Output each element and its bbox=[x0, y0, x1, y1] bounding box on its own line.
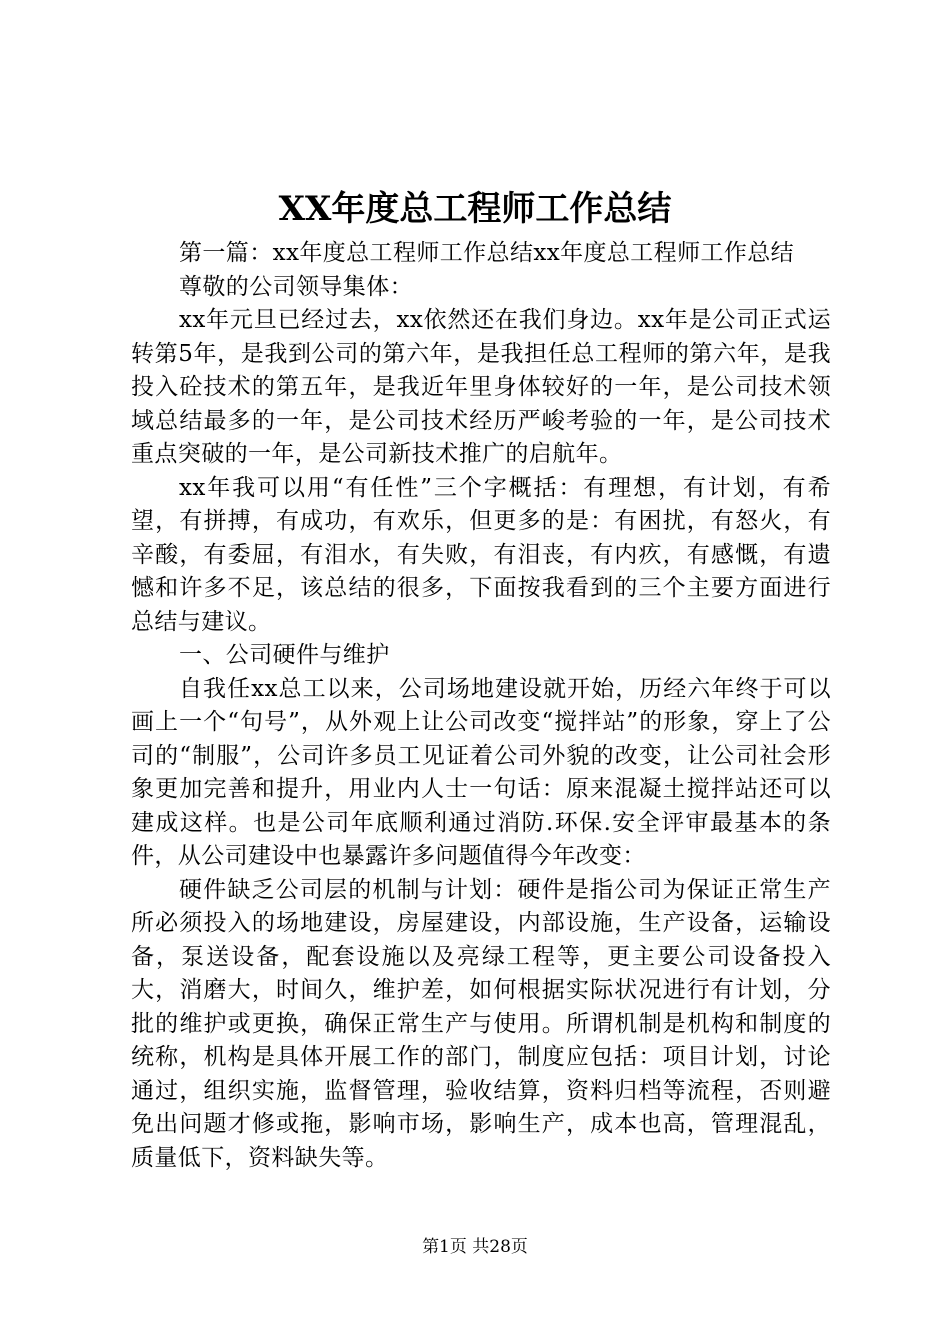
paragraph-summary: xx年我可以用“有任性”三个字概括：有理想，有计划，有希望，有拼搏，有成功，有欢乐，但更多的是：有困扰，有怒火，有辛酸，有委屈，有泪水，有失败，有泪丧，有内疚，有感慨，有遗憾和许多不足，该总结的很多，下面按我看到的三个主要方面进行总结与建议。 bbox=[131, 474, 831, 635]
paragraph-site-construction: 自我任xx总工以来，公司场地建设就开始，历经六年终于可以画上一个“句号”，从外观上让公司改变“搅拌站”的形象，穿上了公司的“制服”，公司许多员工见证着公司外貌的改变，让公司社会形象更加完善和提升，用业内人士一句话：原来混凝土搅拌站还可以建成这样。也是公司年底顺利通过消防.环保.安全评审最基本的条件，从公司建设中也暴露许多问题值得今年改变： bbox=[131, 675, 831, 869]
paragraph-hardware-mechanism: 硬件缺乏公司层的机制与计划：硬件是指公司为保证正常生产所必须投入的场地建设，房屋建设，内部设施，生产设备，运输设备，泵送设备，配套设施以及亮绿工程等，更主要公司设备投入大，消磨大，时间久，维护差，如何根据实际状况进行有计划，分批的维护或更换，确保正常生产与使用。所谓机制是机构和制度的统称，机构是具体开展工作的部门，制度应包括：项目计划，讨论通过，组织实施，监督管理，验收结算，资料归档等流程，否则避免出问题才修或拖，影响市场，影响生产，成本也高，管理混乱，质量低下，资料缺失等。 bbox=[131, 876, 831, 1171]
page-footer: 第1页 共28页 bbox=[422, 1237, 528, 1257]
paragraph-intro: xx年元旦已经过去，xx依然还在我们身边。xx年是公司正式运转第5年，是我到公司的第六年，是我担任总工程师的第六年，是我投入砼技术的第五年，是我近年里身体较好的一年，是公司技术领域总结最多的一年，是公司技术经历严峻考验的一年，是公司技术重点突破的一年，是公司新技术推广的启航年。 bbox=[131, 307, 831, 467]
paragraph-salutation: 尊敬的公司领导集体： bbox=[179, 273, 413, 300]
document-body bbox=[131, 237, 831, 1175]
section-heading-hardware: 一、公司硬件与维护 bbox=[179, 642, 390, 668]
document-title: XX年度总工程师工作总结 bbox=[278, 189, 672, 229]
paragraph-heading-first-article: 第一篇：xx年度总工程师工作总结xx年度总工程师工作总结 bbox=[179, 240, 795, 266]
